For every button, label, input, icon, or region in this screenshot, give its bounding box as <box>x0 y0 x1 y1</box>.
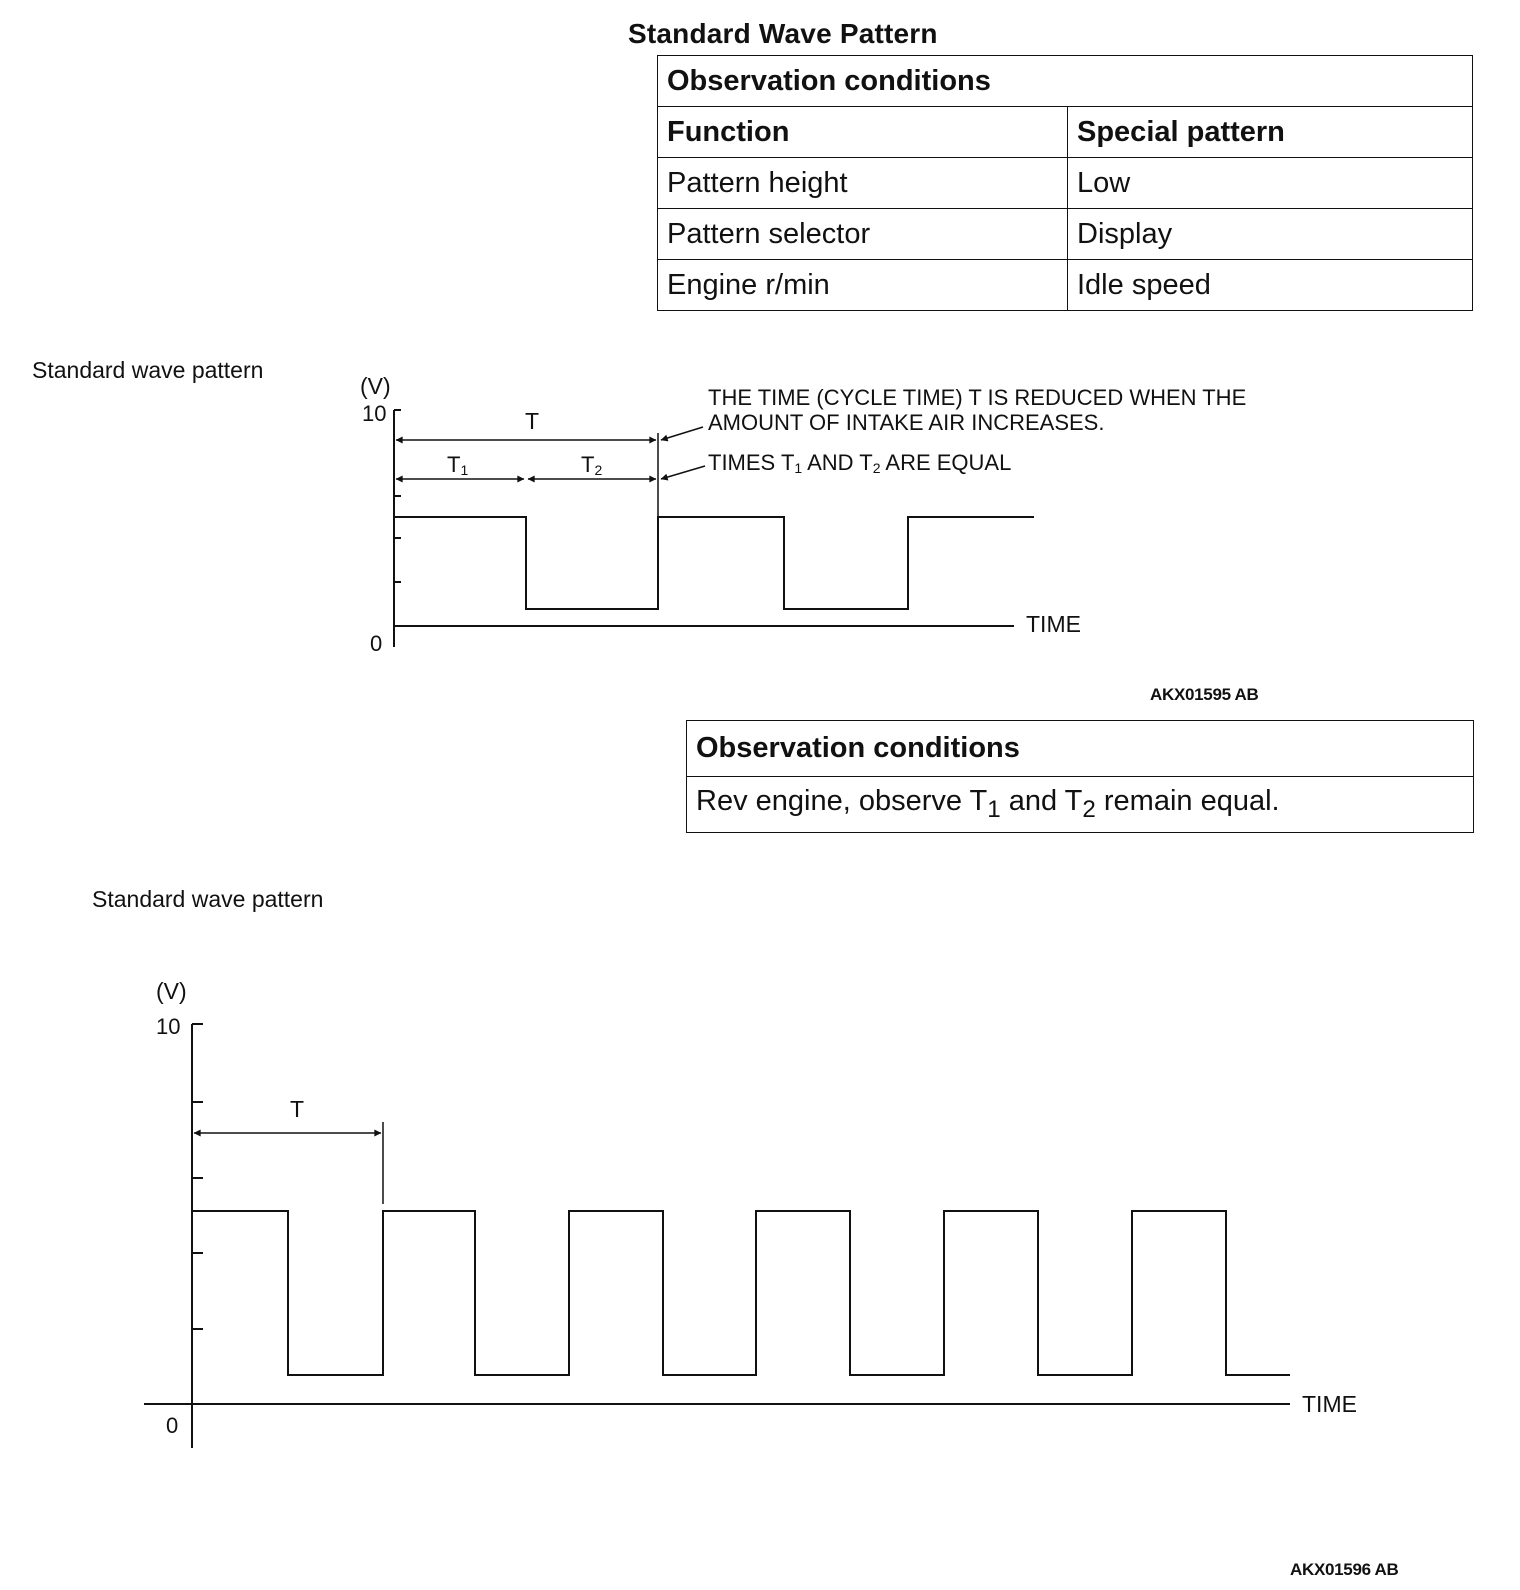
page-heading: Standard Wave Pattern <box>628 18 938 49</box>
y-min-label: 0 <box>370 631 383 656</box>
instruction-text: Rev engine, observe T <box>696 785 988 818</box>
x-axis-label: TIME <box>1302 1391 1357 1417</box>
note1-line2: AMOUNT OF INTAKE AIR INCREASES. <box>708 410 1105 435</box>
y-unit-label: (V) <box>156 978 187 1004</box>
t-label: T <box>290 1096 305 1122</box>
t2-label: T2 <box>581 452 603 478</box>
note1-leader <box>661 427 703 440</box>
y-max-label: 10 <box>156 1014 181 1039</box>
x-axis-label: TIME <box>1026 611 1081 637</box>
instruction-text: and T <box>1000 785 1083 818</box>
row-function: Engine r/min <box>658 260 1068 311</box>
row-value: Idle speed <box>1068 260 1473 311</box>
subscript: 1 <box>987 795 1001 823</box>
figure1 <box>394 410 1034 647</box>
table-header: Observation conditions <box>687 721 1474 777</box>
figure2 <box>144 1024 1290 1448</box>
row-function: Pattern height <box>658 158 1068 209</box>
square-wave <box>394 517 1034 609</box>
figure2-code: AKX01596 AB <box>1290 1560 1399 1579</box>
t1-label: T1 <box>447 452 469 478</box>
y-min-label: 0 <box>166 1413 179 1438</box>
note2: TIMES T1 AND T2 ARE EQUAL <box>708 450 1012 476</box>
column-header-special-pattern: Special pattern <box>1068 107 1473 158</box>
y-max-label: 10 <box>362 401 387 426</box>
subscript: 2 <box>1082 795 1096 823</box>
row-function: Pattern selector <box>658 209 1068 260</box>
note2-leader <box>661 466 705 479</box>
column-header-function: Function <box>658 107 1068 158</box>
row-value: Display <box>1068 209 1473 260</box>
table-header: Observation conditions <box>658 56 1473 107</box>
instruction-text: remain equal. <box>1095 785 1280 818</box>
t-label: T <box>525 408 540 434</box>
note1-line1: THE TIME (CYCLE TIME) T IS REDUCED WHEN THE <box>708 385 1247 410</box>
figure1-side-label: Standard wave pattern <box>32 357 264 383</box>
figure1-code: AKX01595 AB <box>1150 685 1259 704</box>
square-wave <box>192 1211 1290 1375</box>
row-value: Low <box>1068 158 1473 209</box>
figure2-side-label: Standard wave pattern <box>92 886 324 912</box>
y-unit-label: (V) <box>360 373 391 399</box>
